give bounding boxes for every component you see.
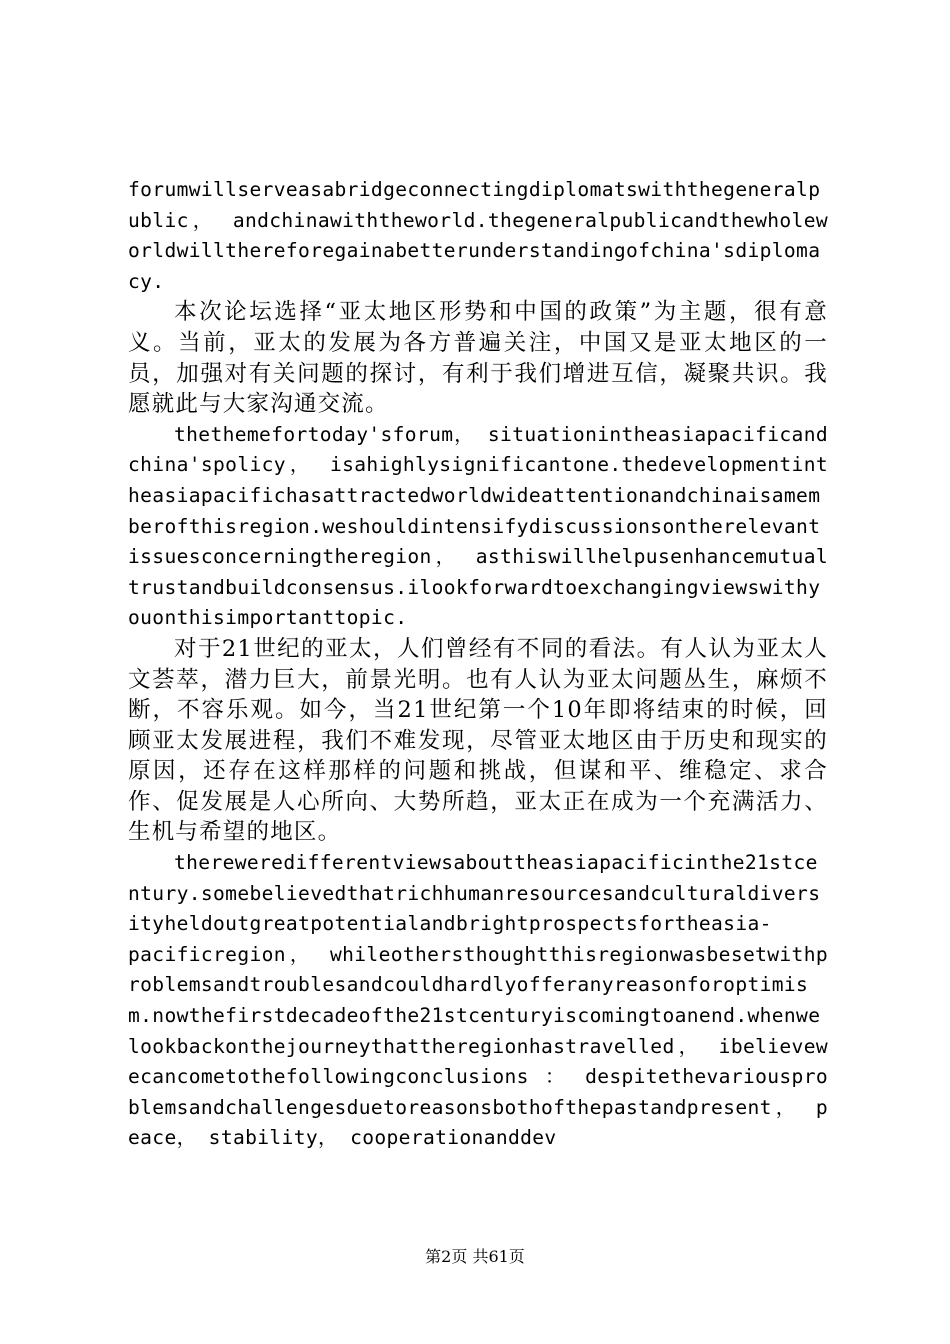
paragraph-en-3: thereweredifferentviewsabouttheasiapacificinthe21stcentury.somebelievedthatrichhumanresourcesandculturaldiversityheldoutgreatpotentialandbrightprospectsfortheasia- pacificregion， whileothersthoughtthisregionwasbesetwithproblemsandtroublesandcouldhardlyofferanyreasonforoptimism.nowthefirstdecadeofthe21stcenturyiscomingtoanend.whenwelookbackonthejourneythattheregionhastravelled， ibelievewecancometothefollowingconclusions ： despitethevariousproblemsandchallengesduetoreasonsbothofthepastandpresent， peace， stability， cooperationanddev	[128, 851, 828, 1150]
paragraph-en-1: forumwillserveasabridgeconnectingdiplomatswiththegeneralpublic， andchinawiththeworld.thegeneralpublicandthewholeworldwillthereforegainabetterunderstandingofchina'sdiplomacy.	[128, 178, 828, 293]
page-number-footer: 第2页 共61页	[425, 1247, 525, 1266]
paragraph-cn-2: 对于21世纪的亚太，人们曾经有不同的看法。有人认为亚太人文荟萃，潜力巨大，前景光明。也有人认为亚太问题丛生，麻烦不断，不容乐观。如今，当21世纪第一个10年即将结束的时候，回顾亚太发展进程，我们不难发现，尽管亚太地区由于历史和现实的原因，还存在这样那样的问题和挑战，但谋和平、维稳定、求合作、促发展是人心所向、大势所趋，亚太正在成为一个充满活力、生机与希望的地区。	[128, 635, 828, 846]
paragraph-cn-1: 本次论坛选择“亚太地区形势和中国的政策”为主题，很有意义。当前，亚太的发展为各方普遍关注，中国又是亚太地区的一员，加强对有关问题的探讨，有利于我们增进互信，凝聚共识。我愿就此与大家沟通交流。	[128, 299, 828, 418]
document-body	[128, 175, 828, 1154]
paragraph-en-2: thethemefortoday'sforum， situationintheasiapacificandchina'spolicy， isahighlysignificantone.thedevelopmentintheasiapacifichasattractedworldwideattentionandchinaisamemberofthisregion.weshouldintensifydiscussionsontherelevantissuesconcerningtheregion， asthiswillhelpusenhancemutualtrustandbuildconsensus.ilookforwardtoexchangingviewswithyouonthisimportanttopic.	[128, 422, 828, 630]
